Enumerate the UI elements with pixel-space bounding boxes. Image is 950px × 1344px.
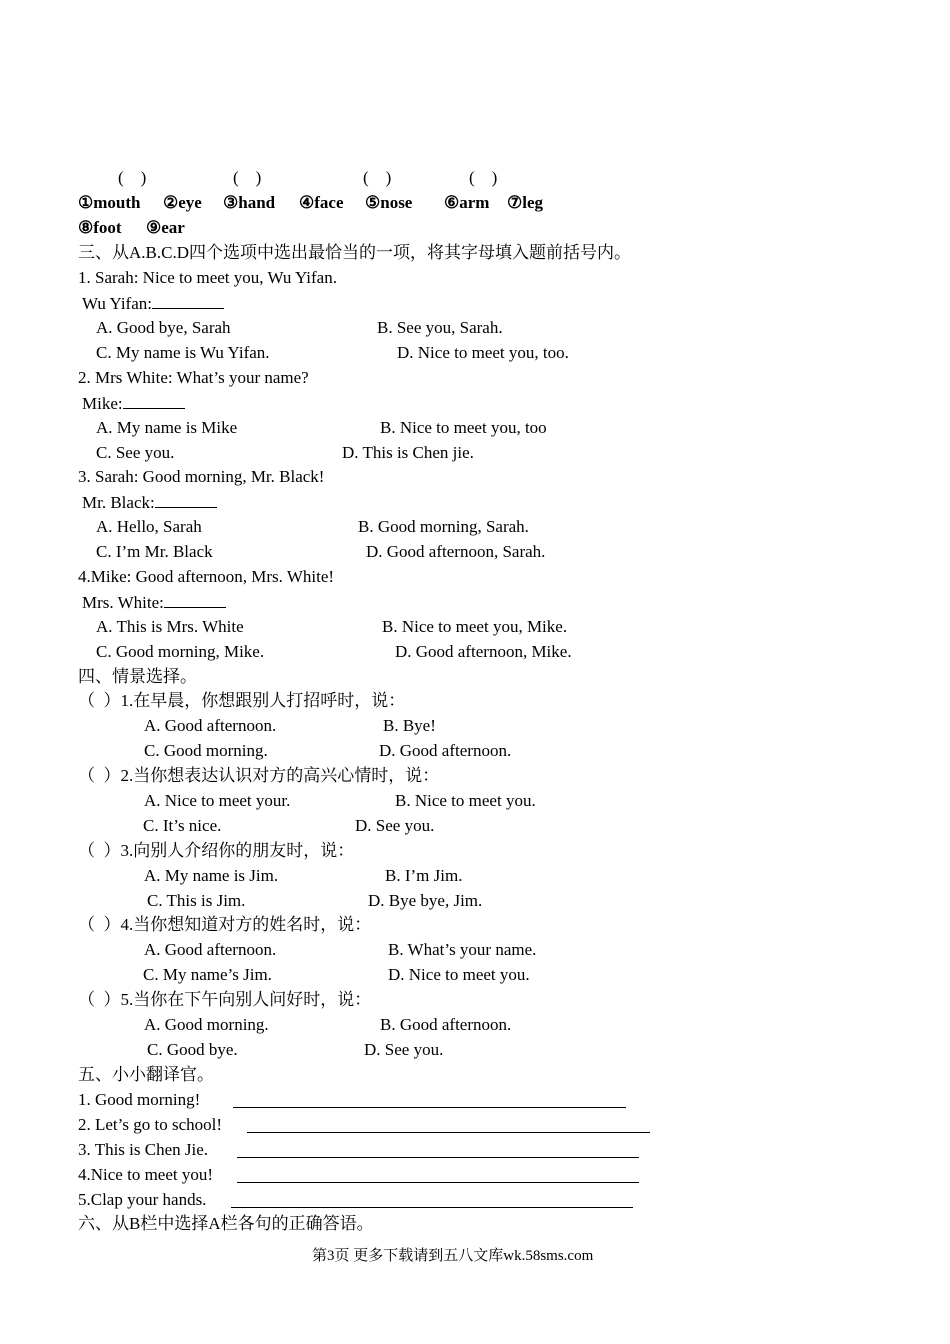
body-part-word: ⑧foot (78, 218, 122, 237)
answer-blank[interactable] (152, 292, 224, 309)
question-prompt: （ ）3.向别人介绍你的朋友时，说： (78, 841, 355, 860)
option-c: C. Good morning. (144, 741, 268, 760)
option-d: D. Bye bye, Jim. (368, 891, 483, 910)
option-a: A. My name is Mike (96, 418, 238, 437)
option-c: C. Good bye. (147, 1040, 238, 1059)
option-d: D. Nice to meet you, too. (397, 343, 569, 362)
body-part-word: ①mouth (78, 193, 141, 212)
option-a: A. Hello, Sarah (96, 517, 202, 536)
page-footer: 第3页 更多下载请到五八文库wk.58sms.com (312, 1248, 594, 1264)
translate-blank[interactable] (233, 1091, 626, 1108)
option-b: B. Good morning, Sarah. (358, 517, 529, 536)
body-part-word: ⑥arm (444, 193, 490, 212)
question-prompt: （ ）4.当你想知道对方的姓名时，说： (78, 915, 372, 934)
option-b: B. What’s your name. (388, 940, 537, 959)
answer-paren-3: ( ) (363, 168, 392, 187)
body-part-word: ⑨ear (146, 218, 185, 237)
option-b: B. Good afternoon. (380, 1015, 512, 1034)
option-a: A. This is Mrs. White (96, 617, 244, 636)
translate-item: 5.Clap your hands. (78, 1190, 207, 1209)
option-b: B. Nice to meet you, too (380, 418, 547, 437)
answer-blank[interactable] (155, 491, 217, 508)
option-a: A. Good afternoon. (144, 940, 277, 959)
question-reply (82, 392, 185, 415)
question-prompt: 4.Mike: Good afternoon, Mrs. White! (78, 567, 335, 586)
reply-speaker: Mr. Black: (82, 493, 155, 512)
translate-blank[interactable] (247, 1116, 650, 1133)
option-c: C. My name is Wu Yifan. (96, 343, 270, 362)
option-d: D. Good afternoon. (379, 741, 512, 760)
answer-paren-4: ( ) (469, 168, 498, 187)
section6-heading: 六、从B栏中选择A栏各句的正确答语。 (78, 1214, 374, 1233)
reply-speaker: Mrs. White: (82, 593, 164, 612)
option-d: D. See you. (355, 816, 435, 835)
option-d: D. This is Chen jie. (342, 443, 474, 462)
reply-speaker: Mike: (82, 394, 123, 413)
answer-blank[interactable] (123, 392, 185, 409)
question-prompt: （ ）5.当你在下午向别人问好时，说： (78, 990, 372, 1009)
section4-heading: 四、情景选择。 (78, 667, 197, 686)
reply-speaker: Wu Yifan: (82, 294, 152, 313)
answer-paren-1: ( ) (118, 168, 147, 187)
section3-heading: 三、从A.B.C.D四个选项中选出最恰当的一项，将其字母填入题前括号内。 (78, 243, 631, 262)
question-reply (82, 292, 224, 315)
translate-item: 3. This is Chen Jie. (78, 1140, 209, 1159)
option-b: B. Nice to meet you. (395, 791, 536, 810)
option-a: A. Nice to meet your. (144, 791, 291, 810)
answer-blank[interactable] (164, 591, 226, 608)
translate-item: 4.Nice to meet you! (78, 1165, 214, 1184)
translate-item: 2. Let’s go to school! (78, 1115, 223, 1134)
option-c: C. My name’s Jim. (143, 965, 272, 984)
translate-blank[interactable] (237, 1141, 639, 1158)
option-c: C. This is Jim. (147, 891, 246, 910)
option-c: C. Good morning, Mike. (96, 642, 265, 661)
option-a: A. Good bye, Sarah (96, 318, 231, 337)
option-a: A. Good morning. (144, 1015, 269, 1034)
option-b: B. Nice to meet you, Mike. (382, 617, 568, 636)
question-prompt: 3. Sarah: Good morning, Mr. Black! (78, 467, 325, 486)
question-prompt: （ ）1.在早晨，你想跟别人打招呼时，说： (78, 691, 406, 710)
translate-blank[interactable] (237, 1166, 639, 1183)
answer-paren-2: ( ) (233, 168, 262, 187)
option-a: A. My name is Jim. (144, 866, 279, 885)
option-c: C. I’m Mr. Black (96, 542, 213, 561)
option-d: D. See you. (364, 1040, 444, 1059)
body-part-word: ④face (299, 193, 344, 212)
question-reply (82, 491, 217, 514)
option-c: C. It’s nice. (143, 816, 222, 835)
option-b: B. I’m Jim. (385, 866, 463, 885)
option-a: A. Good afternoon. (144, 716, 277, 735)
body-part-word: ⑤nose (365, 193, 413, 212)
section5-heading: 五、小小翻译官。 (78, 1065, 214, 1084)
question-prompt: 2. Mrs White: What’s your name? (78, 368, 309, 387)
option-d: D. Good afternoon, Sarah. (366, 542, 546, 561)
body-part-word: ②eye (163, 193, 202, 212)
option-b: B. See you, Sarah. (377, 318, 503, 337)
body-part-word: ③hand (223, 193, 276, 212)
option-d: D. Good afternoon, Mike. (395, 642, 572, 661)
option-b: B. Bye! (383, 716, 436, 735)
option-c: C. See you. (96, 443, 175, 462)
body-part-word: ⑦leg (507, 193, 544, 212)
option-d: D. Nice to meet you. (388, 965, 530, 984)
question-prompt: （ ）2.当你想表达认识对方的高兴心情时，说： (78, 766, 440, 785)
translate-item: 1. Good morning! (78, 1090, 201, 1109)
question-prompt: 1. Sarah: Nice to meet you, Wu Yifan. (78, 268, 337, 287)
translate-blank[interactable] (231, 1191, 633, 1208)
question-reply (82, 591, 226, 614)
